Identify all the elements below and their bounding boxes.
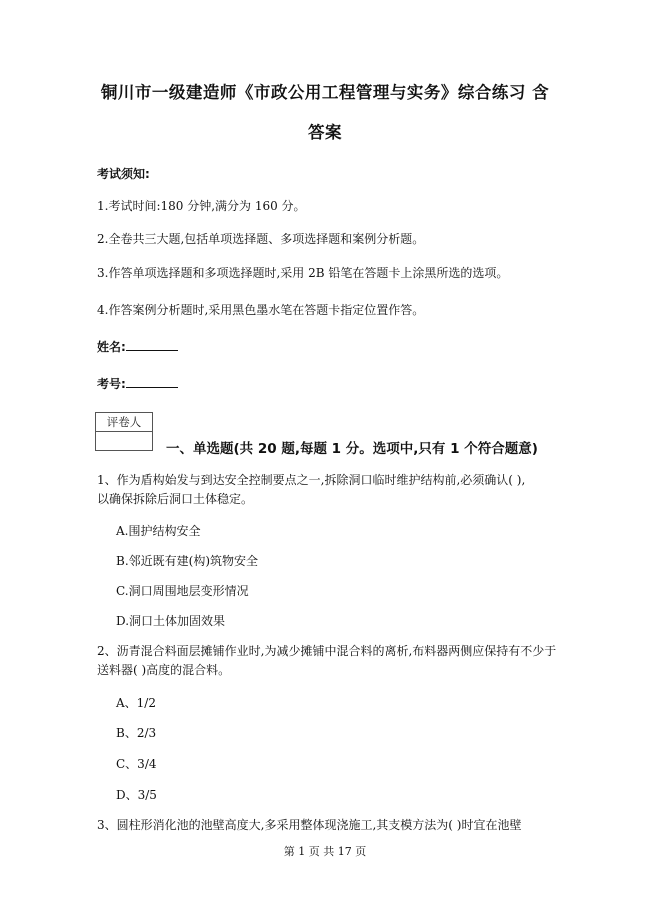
option-item: D.洞口土体加固效果 [116, 614, 226, 628]
id-label: 考号: [97, 377, 126, 391]
grader-label: 评卷人 [96, 413, 152, 432]
notice-heading: 考试须知: [97, 167, 150, 181]
notice-item: 4.作答案例分析题时,采用黑色墨水笔在答题卡指定位置作答。 [97, 303, 425, 317]
name-label: 姓名: [97, 340, 126, 354]
notice-item: 3.作答单项选择题和多项选择题时,采用 2B 铅笔在答题卡上涂黑所选的选项。 [97, 266, 509, 280]
doc-title-line1: 铜川市一级建造师《市政公用工程管理与实务》综合练习 含 [100, 83, 550, 102]
question-line: 送料器( )高度的混合料。 [97, 663, 231, 677]
option-item: C、3/4 [116, 757, 157, 771]
question-line: 1、作为盾构始发与到达安全控制要点之一,拆除洞口临时维护结构前,必须确认( ), [97, 473, 526, 487]
question-line: 3、圆柱形消化池的池壁高度大,多采用整体现浇施工,其支模方法为( )时宜在池壁 [97, 818, 522, 832]
notice-item: 2.全卷共三大题,包括单项选择题、多项选择题和案例分析题。 [97, 232, 425, 246]
notice-item: 1.考试时间:180 分钟,满分为 160 分。 [97, 199, 306, 213]
option-item: D、3/5 [116, 788, 157, 802]
option-item: A、1/2 [116, 696, 156, 710]
id-blank [126, 376, 178, 388]
question-line: 以确保拆除后洞口土体稳定。 [97, 492, 254, 506]
option-item: B.邻近既有建(构)筑物安全 [116, 554, 258, 568]
name-field [97, 339, 178, 355]
option-item: C.洞口周围地层变形情况 [116, 584, 249, 598]
doc-title-line2: 答案 [308, 123, 342, 142]
id-field [97, 376, 178, 392]
option-item: A.围护结构安全 [116, 524, 201, 538]
option-item: B、2/3 [116, 726, 157, 740]
grader-box [95, 412, 153, 451]
name-blank [126, 339, 178, 351]
question-line: 2、沥青混合料面层摊铺作业时,为减少摊铺中混合料的离析,布料器两侧应保持有不少于 [97, 644, 557, 658]
section-title: 一、单选题(共 20 题,每题 1 分。选项中,只有 1 个符合题意) [166, 441, 538, 457]
page-footer: 第 1 页 共 17 页 [283, 845, 367, 858]
